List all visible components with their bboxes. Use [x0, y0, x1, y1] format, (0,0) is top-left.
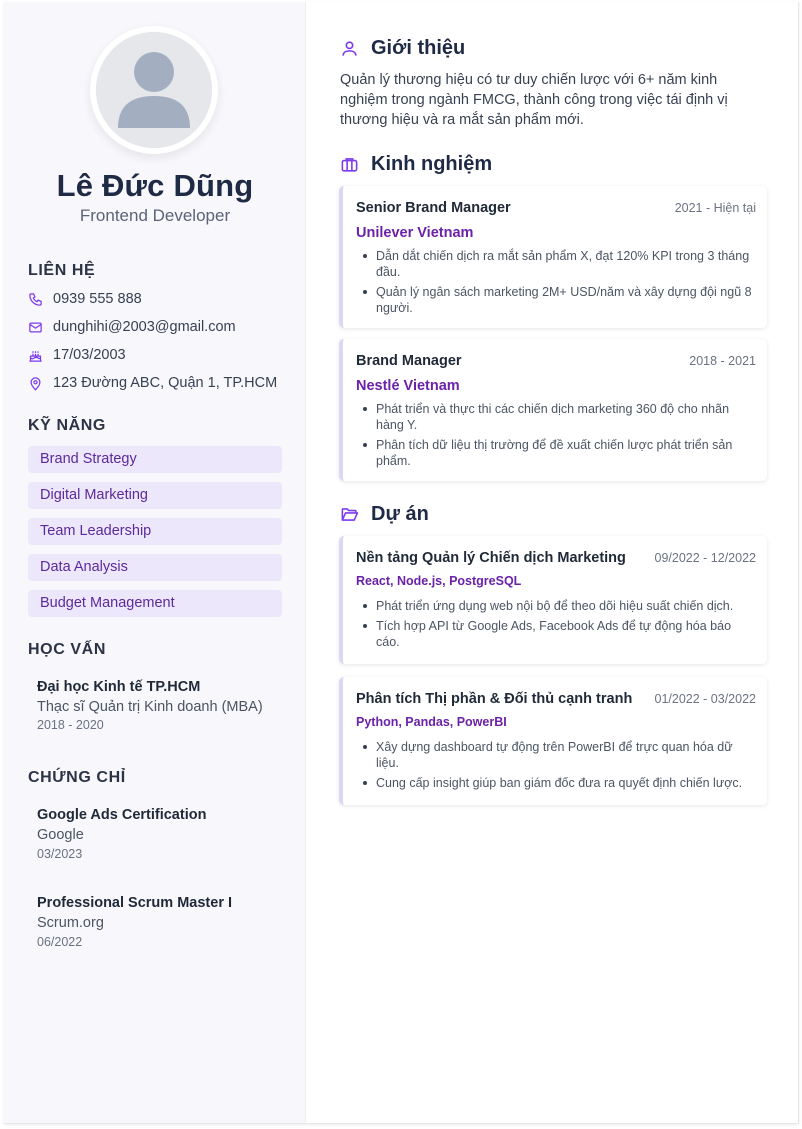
project-bullets — [376, 598, 758, 654]
skill-tag: Digital Marketing — [28, 482, 282, 509]
job-company: Unilever Vietnam — [356, 225, 474, 241]
contact-address — [28, 373, 277, 393]
certificate-issuer: Scrum.org — [37, 915, 104, 931]
birthday-text: 17/03/2003 — [53, 347, 126, 363]
contact-phone[interactable] — [28, 289, 142, 309]
contact-heading: LIÊN HỆ — [28, 262, 96, 279]
candidate-title: Frontend Developer — [79, 206, 231, 225]
certificates-heading: CHỨNG CHỈ — [28, 769, 126, 786]
education-heading: HỌC VẤN — [28, 641, 106, 658]
job-bullet: Dẫn dắt chiến dịch ra mắt sản phẩm X, đạt 120% KPI trong 3 tháng đầu. — [376, 248, 758, 280]
about-heading-text: Giới thiệu — [371, 36, 466, 59]
education-degree: Thạc sĩ Quản trị Kinh doanh (MBA) — [37, 699, 263, 715]
cake-icon — [28, 348, 43, 363]
job-role: Senior Brand Manager — [356, 200, 511, 216]
education-school: Đại học Kinh tế TP.HCM — [37, 679, 201, 695]
skills-heading: KỸ NĂNG — [28, 417, 106, 434]
candidate-name: Lê Đức Dũng — [56, 168, 254, 203]
certificate-date: 06/2022 — [37, 935, 83, 949]
avatar — [90, 26, 218, 154]
skill-tag: Brand Strategy — [28, 446, 282, 473]
about-text: Quản lý thương hiệu có tư duy chiến lược với 6+ năm kinh nghiệm trong ngành FMCG, thành công trong việc tái định vị thương hiệu và ra mắt sản phẩm mới. — [340, 72, 728, 128]
sidebar — [4, 2, 306, 1123]
phone-icon — [28, 292, 43, 307]
project-bullet: Phát triển ứng dụng web nội bộ để theo dõi hiệu suất chiến dịch. — [376, 598, 758, 614]
project-name: Nền tảng Quản lý Chiến dịch Marketing — [356, 550, 626, 566]
experience-heading — [340, 151, 492, 177]
education-date: 2018 - 2020 — [37, 718, 104, 732]
user-icon — [340, 39, 359, 58]
project-bullets — [376, 739, 758, 795]
project-card — [339, 677, 767, 805]
experience-card — [339, 339, 767, 481]
job-company: Nestlé Vietnam — [356, 378, 460, 394]
skill-tag: Team Leadership — [28, 518, 282, 545]
experience-heading-text: Kinh nghiệm — [371, 152, 493, 175]
project-date: 09/2022 - 12/2022 — [654, 551, 756, 565]
folder-icon — [340, 505, 359, 524]
skill-tag: Data Analysis — [28, 554, 282, 581]
contact-email[interactable] — [28, 317, 236, 337]
job-bullet: Phân tích dữ liệu thị trường để đề xuất chiến lược phát triển sản phẩm. — [376, 437, 758, 469]
contact-birthday — [28, 345, 126, 365]
resume-page — [4, 2, 799, 1124]
phone-text: 0939 555 888 — [53, 291, 142, 307]
job-bullets — [376, 401, 758, 473]
project-bullet: Tích hợp API từ Google Ads, Facebook Ads để tự động hóa báo cáo. — [376, 618, 758, 650]
project-tech: React, Node.js, PostgreSQL — [356, 574, 522, 588]
job-bullets — [376, 248, 758, 320]
project-bullet: Xây dựng dashboard tự động trên PowerBI để trực quan hóa dữ liệu. — [376, 739, 758, 771]
projects-heading — [340, 501, 429, 527]
project-bullet: Cung cấp insight giúp ban giám đốc đưa ra quyết định chiến lược. — [376, 775, 758, 791]
about-heading — [340, 35, 465, 61]
project-tech: Python, Pandas, PowerBI — [356, 715, 507, 729]
certificate-issuer: Google — [37, 827, 84, 843]
address-text: 123 Đường ABC, Quận 1, TP.HCM — [53, 375, 278, 391]
job-bullet: Quản lý ngân sách marketing 2M+ USD/năm và xây dựng đội ngũ 8 người. — [376, 284, 758, 316]
job-role: Brand Manager — [356, 353, 462, 369]
certificate-date: 03/2023 — [37, 847, 83, 861]
email-text: dunghihi@2003@gmail.com — [53, 319, 236, 335]
project-card — [339, 536, 767, 664]
avatar-placeholder-icon — [96, 32, 212, 148]
location-pin-icon — [28, 376, 43, 391]
mail-icon — [28, 320, 43, 335]
job-bullet: Phát triển và thực thi các chiến dịch marketing 360 độ cho nhãn hàng Y. — [376, 401, 758, 433]
skill-tag: Budget Management — [28, 590, 282, 617]
briefcase-icon — [340, 155, 359, 174]
job-date: 2018 - 2021 — [689, 354, 756, 368]
projects-heading-text: Dự án — [371, 502, 429, 525]
project-date: 01/2022 - 03/2022 — [654, 692, 756, 706]
experience-card — [339, 186, 767, 328]
project-name: Phân tích Thị phần & Đối thủ cạnh tranh — [356, 691, 633, 707]
job-date: 2021 - Hiện tại — [674, 201, 756, 215]
certificate-name: Google Ads Certification — [37, 807, 207, 823]
certificate-name: Professional Scrum Master I — [37, 895, 233, 911]
